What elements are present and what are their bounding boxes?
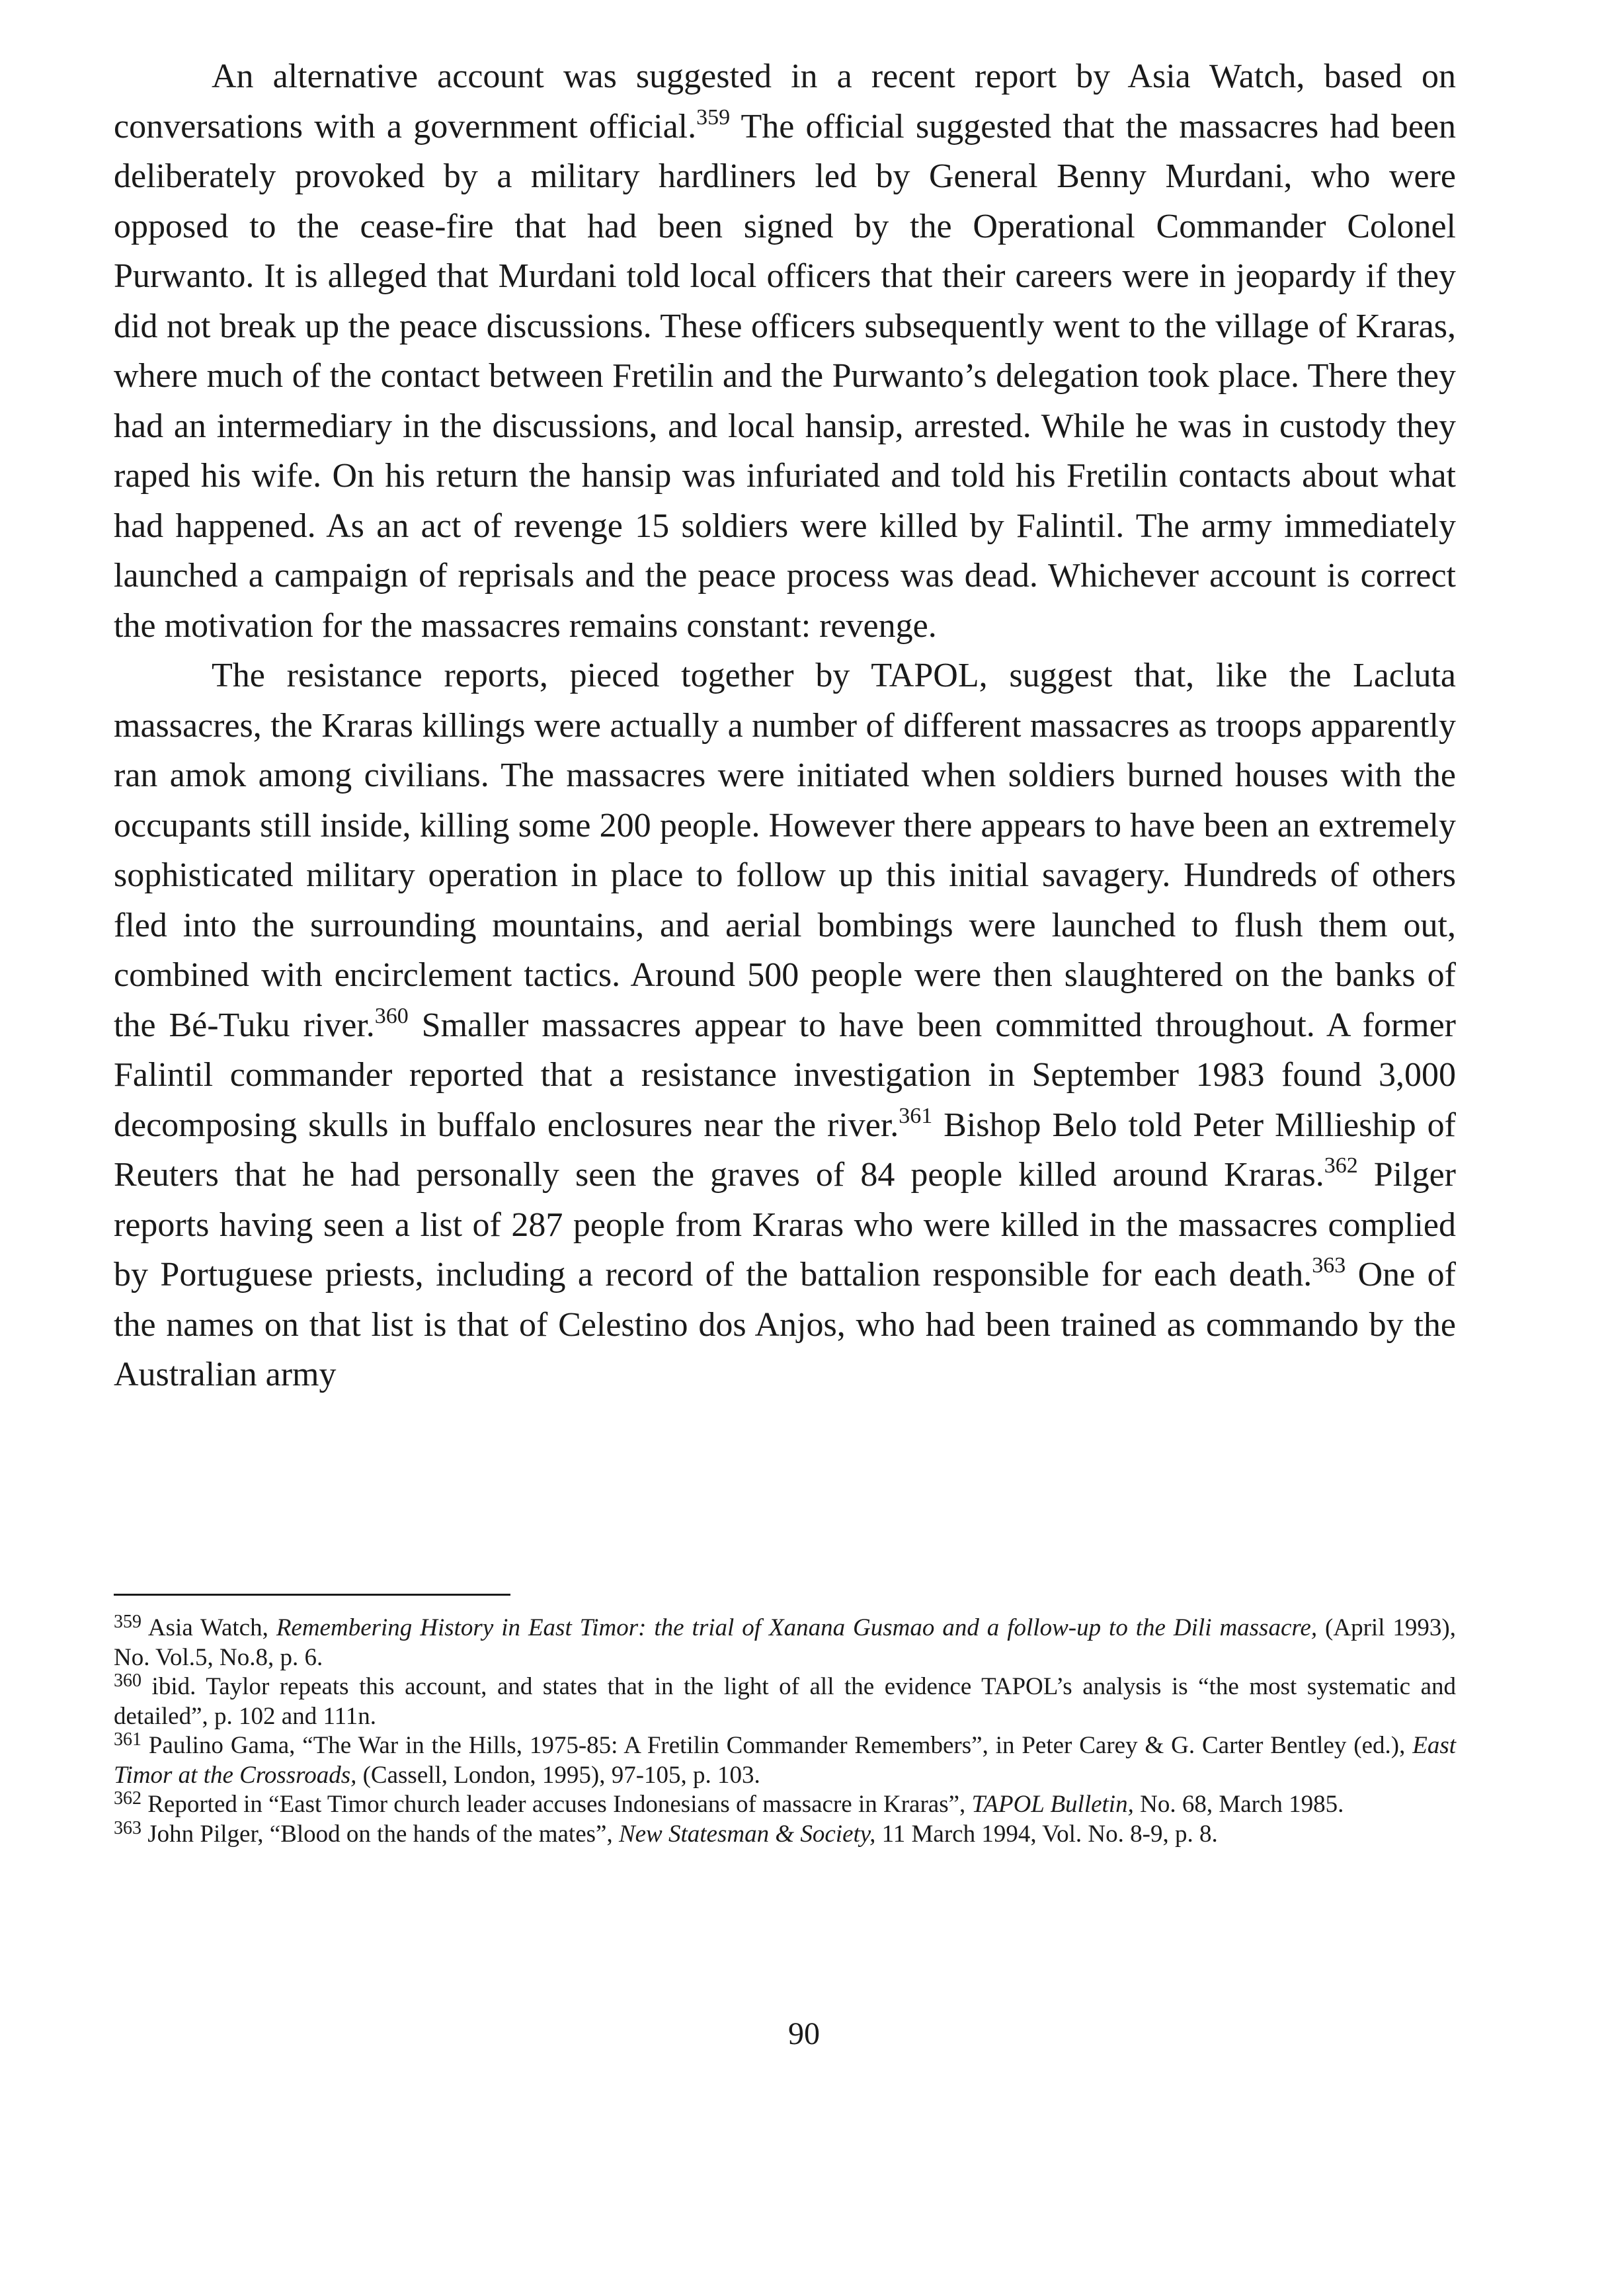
footnote-reference: 360 (374, 1003, 409, 1028)
page-number: 90 (788, 2016, 820, 2051)
footnote (114, 1731, 1456, 1790)
footnote-number: 362 (114, 1788, 141, 1809)
footnote-number: 360 (114, 1670, 141, 1691)
body-paragraph (114, 651, 1456, 1400)
footnote (114, 1790, 1456, 1820)
footnote-text: (April 1993), No. Vol.5, No.8, p. 6. (114, 1614, 1456, 1671)
paragraph-text: Bishop Belo told Peter Millieship of Reuters that he had personally seen the graves of 84 people killed around Kraras. (114, 1106, 1456, 1194)
footnote-text: ibid. Taylor repeats this account, and states that in the light of all the evidence TAPOL’s analysis is “the most systematic and detailed”, p. 102 and 111n. (114, 1673, 1456, 1730)
footnote-separator (114, 1594, 510, 1596)
footnote-text: (Cassell, London, 1995), 97-105, p. 103. (356, 1761, 760, 1789)
paragraph-text: The resistance reports, pieced together by TAPOL, suggest that, like the Lacluta massacres, the Kraras killings were actually a number of different massacres as troops apparently ran amok among civilians. The massacres were initiated when soldiers burned houses with the occupants still inside, killing some 200 people. However there appears to have been an extremely sophisticated military operation in place to follow up this initial savagery. Hundreds of others fled into the surrounding mountains, and aerial bombings were launched to flush them out, combined with encirclement tactics. Around 500 people were then slaughtered on the banks of the Bé-Tuku river. (114, 657, 1456, 1044)
footnote-reference: 359 (696, 104, 731, 130)
paragraph-text: An alternative account was suggested in a recent report by Asia Watch, based on conversations with a government official. (114, 58, 1456, 145)
footnote-reference: 362 (1324, 1153, 1358, 1178)
footnote-text: Asia Watch, (141, 1614, 276, 1641)
body-paragraph (114, 52, 1456, 651)
footnote-text: No. 68, March 1985. (1133, 1791, 1344, 1818)
footnote-title: East Timor at the Crossroads, (114, 1732, 1456, 1789)
footnote (114, 1817, 1456, 1850)
footnote-title: Remembering History in East Timor: the trial of Xanana Gusmao and a follow-up to the Dili massacre, (276, 1614, 1318, 1641)
footnote-number: 363 (114, 1817, 141, 1838)
footnote-reference: 363 (1312, 1253, 1346, 1278)
footnote-text: 11 March 1994, Vol. No. 8-9, p. 8. (875, 1820, 1218, 1848)
footnote (114, 1672, 1456, 1731)
footnote (114, 1614, 1456, 1672)
footnote-text: John Pilger, “Blood on the hands of the mates”, (141, 1820, 619, 1848)
footnote-text: Reported in “East Timor church leader accuses Indonesians of massacre in Kraras”, (141, 1791, 972, 1818)
footnote-reference: 361 (899, 1103, 933, 1128)
paragraph-text: Pilger reports having seen a list of 287 people from Kraras who were killed in the massacres complied by Portuguese priests, including a record of the battalion responsible for each death. (114, 1156, 1457, 1293)
footnotes (114, 1614, 1456, 1849)
footnote-title: TAPOL Bulletin, (971, 1791, 1134, 1818)
footnote-number: 361 (114, 1729, 141, 1750)
footnote-text: Paulino Gama, “The War in the Hills, 1975-85: A Fretilin Commander Remembers”, in Peter Carey & G. Carter Bentley (ed.), (141, 1732, 1413, 1759)
paragraph-text: The official suggested that the massacres had been deliberately provoked by a military hardliners led by General Benny Murdani, who were opposed to the cease-fire that had been signed by the Operational Commander Colonel Purwanto. It is alleged that Murdani told local officers that their careers were in jeopardy if they did not break up the peace discussions. These officers subsequently went to the village of Kraras, where much of the contact between Fretilin and the Purwanto’s delegation took place. There they had an intermediary in the discussions, and local hansip, arrested. While he was in custody they raped his wife. On his return the hansip was infuriated and told his Fretilin contacts about what had happened. As an act of revenge 15 soldiers were killed by Falintil. The army immediately launched a campaign of reprisals and the peace process was dead. Whichever account is correct the motivation for the massacres remains constant: revenge. (114, 107, 1456, 645)
paragraph-text: Smaller massacres appear to have been committed throughout. A former Falintil commander reported that a resistance investigation in September 1983 found 3,000 decomposing skulls in buffalo enclosures near the river. (114, 1006, 1456, 1144)
paragraph-text: One of the names on that list is that of Celestino dos Anjos, who had been trained as commando by the Australian army (114, 1256, 1456, 1393)
body-text (114, 52, 1456, 1400)
footnote-title: New Statesman & Society, (618, 1820, 876, 1848)
footnote-number: 359 (114, 1612, 141, 1632)
